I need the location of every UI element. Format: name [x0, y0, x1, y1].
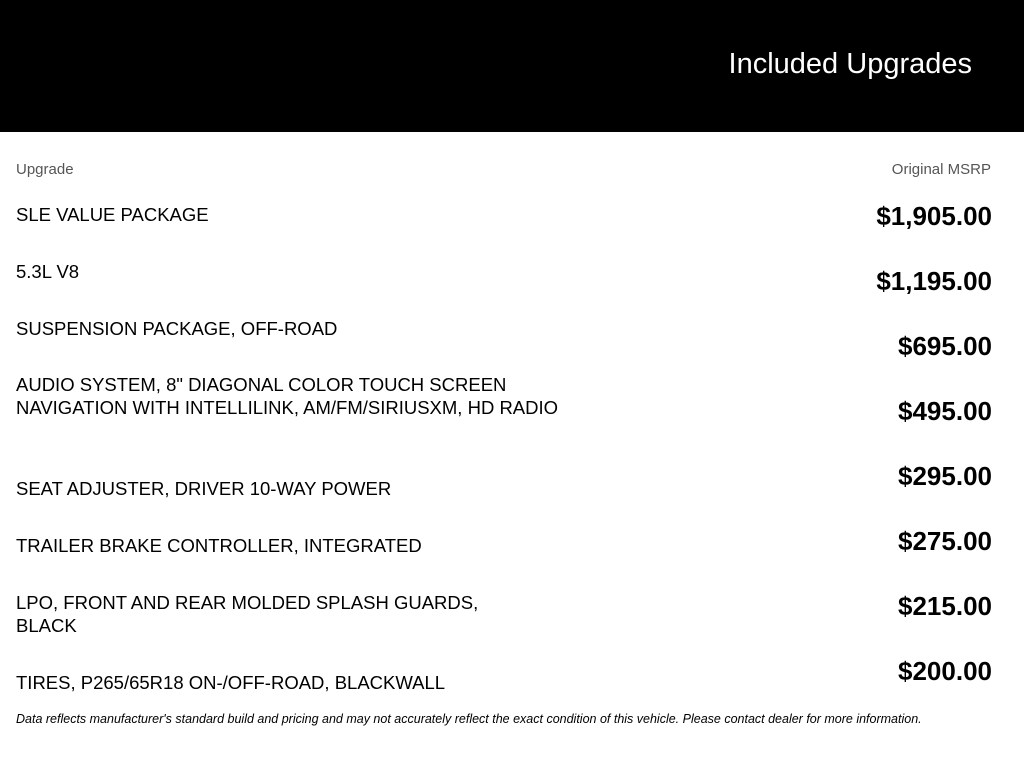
upgrade-name: SLE VALUE PACKAGE [16, 204, 209, 225]
upgrade-price: $200.00 [898, 656, 992, 686]
upgrade-price: $1,905.00 [876, 201, 992, 231]
upgrade-price: $1,195.00 [876, 266, 992, 296]
disclaimer-text: Data reflects manufacturer's standard build and pricing and may not accurately reflect the exact condition of this vehicle. Please contact dealer for more information. [16, 712, 922, 726]
upgrade-price: $215.00 [898, 591, 992, 621]
upgrade-price: $495.00 [898, 396, 992, 426]
upgrade-name: SEAT ADJUSTER, DRIVER 10-WAY POWER [16, 478, 392, 499]
upgrade-name: TIRES, P265/65R18 ON-/OFF-ROAD, BLACKWALL [16, 672, 446, 693]
upgrade-price: $275.00 [898, 526, 992, 556]
page-title: Included Upgrades [728, 48, 972, 80]
upgrade-name: AUDIO SYSTEM, 8" DIAGONAL COLOR TOUCH SCREEN NAVIGATION WITH INTELLILINK, AM/FM/SIRIUSXM, HD RADIO [16, 374, 559, 418]
column-header-msrp: Original MSRP [891, 161, 991, 178]
upgrade-price: $695.00 [898, 331, 992, 361]
upgrade-name: TRAILER BRAKE CONTROLLER, INTEGRATED [16, 535, 422, 556]
upgrade-name: LPO, FRONT AND REAR MOLDED SPLASH GUARDS, BLACK [16, 592, 479, 636]
upgrade-name: SUSPENSION PACKAGE, OFF-ROAD [16, 318, 338, 339]
header-bar [0, 0, 1024, 132]
upgrade-name: 5.3L V8 [16, 261, 80, 282]
column-header-upgrade: Upgrade [16, 161, 74, 178]
upgrade-price: $295.00 [898, 461, 992, 491]
